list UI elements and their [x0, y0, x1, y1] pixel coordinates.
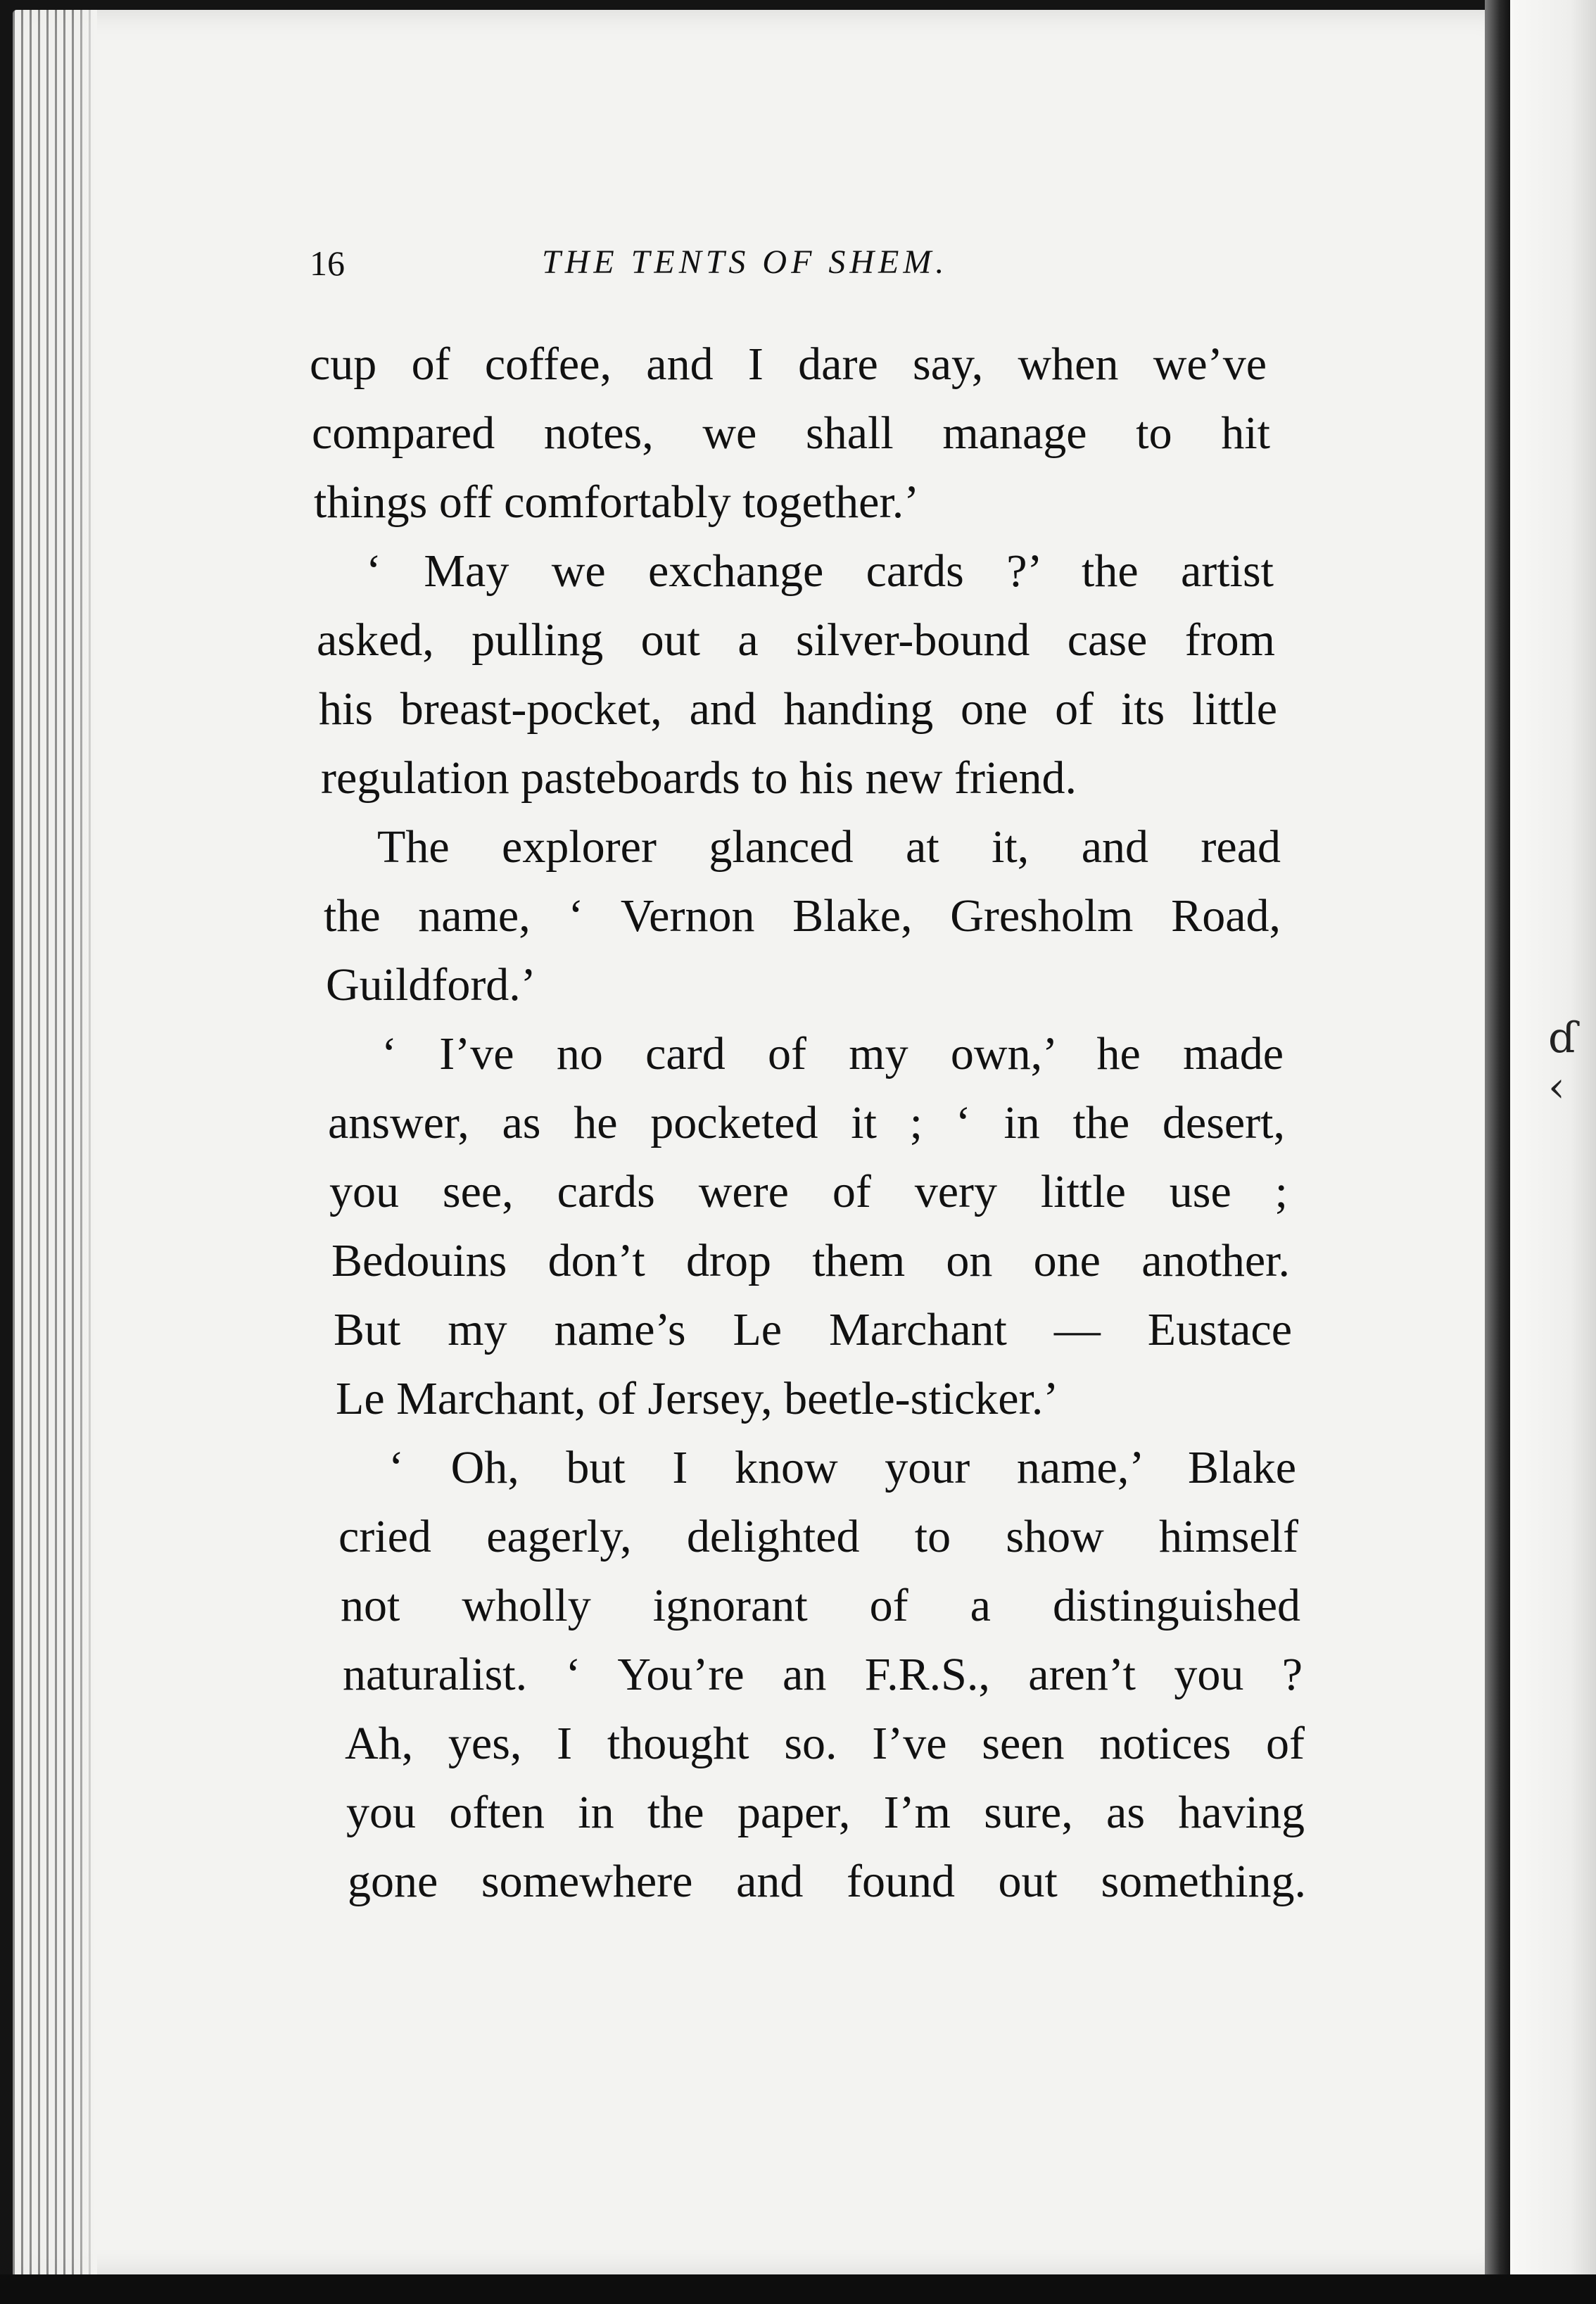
text-line: Le Marchant, of Jersey, beetle-sticker.’: [336, 1373, 1059, 1424]
text-line: But my name’s Le Marchant — Eustace: [334, 1304, 1292, 1355]
text-line: cried eagerly, delighted to show himself: [338, 1511, 1298, 1562]
text-line: you often in the paper, I’m sure, as having: [346, 1787, 1305, 1838]
page-header: [310, 243, 1070, 299]
text-line: compared notes, we shall manage to hit: [312, 407, 1270, 459]
text-line: The explorer glanced at it, and read: [377, 821, 1281, 873]
text-line: you see, cards were of very little use ;: [329, 1166, 1288, 1217]
text-line: things off comfortably together.’: [314, 476, 920, 528]
page-number: 16: [310, 243, 345, 283]
text-line: not wholly ignorant of a distinguished: [341, 1580, 1300, 1631]
text-line: the name, ‘ Vernon Blake, Gresholm Road,: [324, 890, 1281, 942]
text-line: gone somewhere and found out something.: [348, 1856, 1306, 1907]
facing-page-fragment: ɗ ‹: [1548, 1013, 1577, 1112]
text-line: asked, pulling out a silver-bound case from: [317, 614, 1275, 666]
text-line: his breast-pocket, and handing one of its little: [319, 683, 1277, 735]
text-line: ‘ I’ve no card of my own,’ he made: [381, 1028, 1284, 1080]
running-title: THE TENTS OF SHEM.: [542, 243, 949, 281]
page-edges: [13, 10, 97, 2274]
text-line: regulation pasteboards to his new friend.: [321, 752, 1077, 804]
text-line: ‘ May we exchange cards ?’ the artist: [366, 545, 1274, 597]
text-line: cup of coffee, and I dare say, when we’ve: [310, 338, 1267, 390]
text-line: answer, as he pocketed it ; ‘ in the desert,: [328, 1097, 1285, 1148]
text-line: naturalist. ‘ You’re an F.R.S., aren’t you ?: [343, 1649, 1303, 1700]
text-line: ‘ Oh, but I know your name,’ Blake: [388, 1442, 1296, 1493]
scan-bottom-border: [0, 2274, 1596, 2304]
text-line: Guildford.’: [326, 959, 536, 1011]
text-line: Bedouins don’t drop them on one another.: [331, 1235, 1290, 1286]
facing-page-edge: [1510, 0, 1596, 2304]
book-gutter: [1485, 0, 1510, 2304]
text-line: Ah, yes, I thought so. I’ve seen notices of: [345, 1718, 1305, 1769]
